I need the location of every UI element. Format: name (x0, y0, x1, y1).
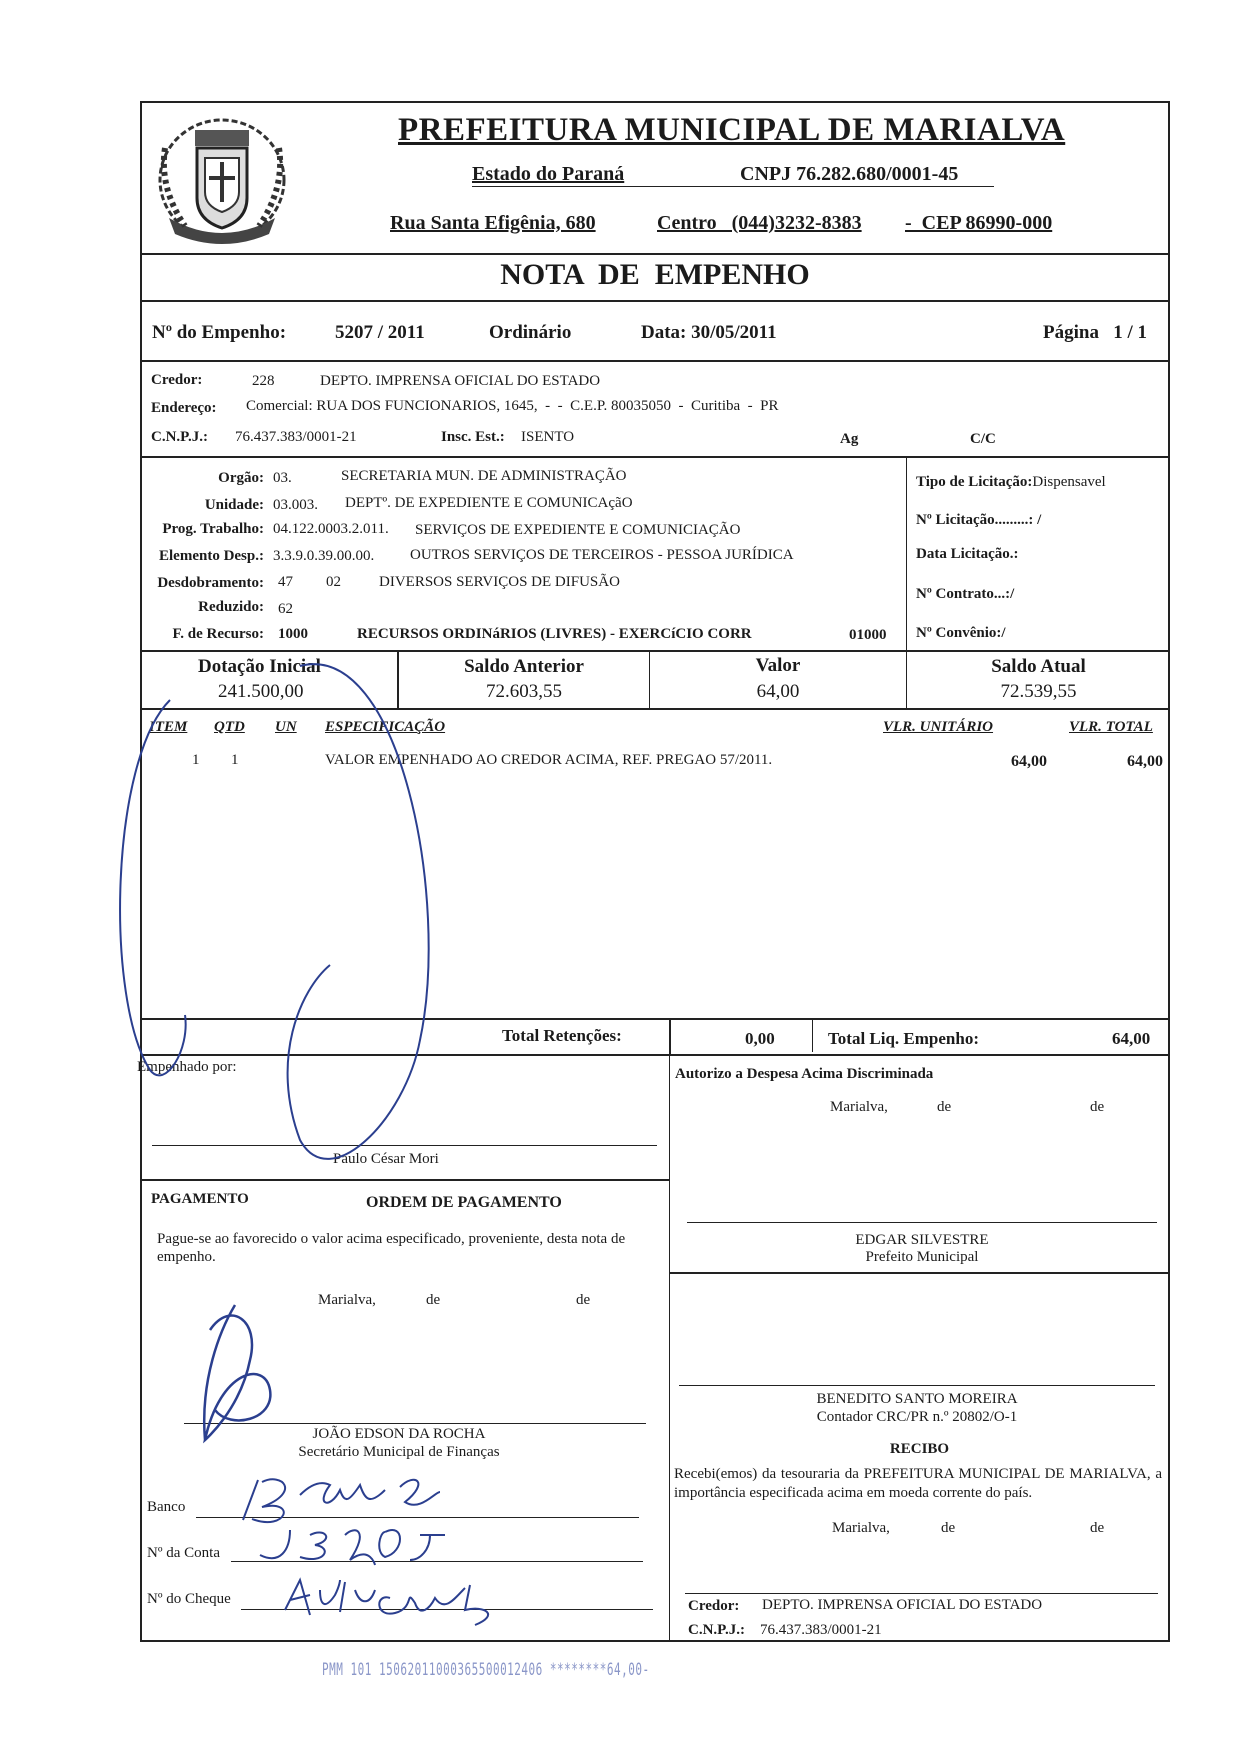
city-cnpj: CNPJ 76.282.680/0001-45 (740, 163, 959, 185)
saldo-anterior-value: 72.603,55 (486, 681, 562, 702)
recibo-place: Marialva, (832, 1520, 890, 1536)
conta-label: Nº da Conta (147, 1545, 220, 1561)
contador-name: BENEDITO SANTO MOREIRA (816, 1391, 1018, 1407)
retencoes-value: 0,00 (745, 1029, 775, 1048)
col-un-header: UN (275, 719, 297, 735)
state-name: Estado do Paraná (472, 163, 625, 185)
ag-label: Ag (840, 431, 859, 447)
saldo-atual-value: 72.539,55 (1000, 681, 1077, 702)
elemento-name: OUTROS SERVIÇOS DE TERCEIROS - PESSOA JURÍDICA (410, 547, 794, 563)
row-unit: 64,00 (1011, 753, 1047, 770)
table-row (140, 750, 1170, 774)
contador-role: Contador CRC/PR n.º 20802/O-1 (816, 1409, 1018, 1425)
autorizo-text: Autorizo a Despesa Acima Discriminada (675, 1066, 934, 1082)
unidade-code: 03.003. (273, 497, 318, 513)
city-cep: - CEP 86990-000 (905, 212, 1053, 234)
pagamento-label: PAGAMENTO (151, 1191, 249, 1207)
recurso-code: 1000 (278, 626, 308, 642)
liquido-label: Total Liq. Empenho: (828, 1029, 979, 1048)
row-item: 1 (192, 752, 200, 768)
convenio-number: Nº Convênio:/ (916, 625, 1006, 641)
orgao-label: Orgão: (218, 470, 264, 486)
autorizo-de2: de (1090, 1099, 1105, 1115)
row-total: 64,00 (1127, 753, 1163, 770)
footer-code: PMM 101 15062011000365500012406 ********64,00- (322, 1660, 650, 1680)
valor-label: Valor (755, 655, 801, 676)
desdob-name: DIVERSOS SERVIÇOS DE DIFUSÃO (379, 574, 620, 590)
orgao-name: SECRETARIA MUN. DE ADMINISTRAÇÃO (341, 468, 627, 484)
prog-label: Prog. Trabalho: (162, 521, 264, 537)
recibo-de2: de (1090, 1520, 1105, 1536)
recibo-cnpj-label: C.N.P.J.: (688, 1622, 745, 1638)
pagamento-place: Marialva, (318, 1292, 376, 1308)
contrato-number: Nº Contrato...:/ (916, 586, 1015, 602)
credor-code: 228 (252, 373, 275, 389)
elemento-code: 3.3.9.0.39.00.00. (273, 548, 375, 564)
insc-value: ISENTO (521, 429, 575, 445)
address-label: Endereço: (151, 400, 217, 416)
licitacao-type: Dispensavel (1032, 474, 1106, 490)
prefeito-role: Prefeito Municipal (865, 1249, 979, 1265)
page-number: Página 1 / 1 (1043, 322, 1147, 343)
col-unit-header: VLR. UNITÁRIO (883, 719, 994, 735)
empenho-type: Ordinário (489, 322, 572, 343)
recurso-code2: 01000 (849, 627, 887, 643)
dotacao-label: Dotação Inicial (198, 656, 321, 677)
licitacao-type-label (916, 474, 1106, 491)
empenho-number: 5207 / 2011 (335, 322, 425, 343)
desdob-label: Desdobramento: (157, 575, 264, 591)
col-qtd-header: QTD (214, 719, 245, 735)
licitacao-number: Nº Licitação.........: / (916, 512, 1042, 528)
saldo-atual-label: Saldo Atual (991, 656, 1086, 677)
secretario-role: Secretário Municipal de Finanças (298, 1444, 500, 1460)
col-spec-header: ESPECIFICAÇÃO (325, 719, 446, 735)
prog-code: 04.122.0003.2.011. (273, 521, 389, 537)
empenho-number-label: Nº do Empenho: (152, 322, 287, 343)
cc-label: C/C (970, 431, 996, 447)
saldo-anterior-label: Saldo Anterior (464, 656, 584, 677)
elemento-label: Elemento Desp.: (159, 548, 264, 564)
dotacao-value: 241.500,00 (218, 681, 304, 702)
cheque-label: Nº do Cheque (147, 1591, 231, 1607)
empenhado-name: Paulo César Mori (333, 1151, 439, 1167)
secretario-name: JOÃO EDSON DA ROCHA (312, 1426, 486, 1442)
document-title: NOTA DE EMPENHO (500, 258, 810, 291)
licitacao-date: Data Licitação.: (916, 546, 1019, 562)
ordem-pagamento-label: ORDEM DE PAGAMENTO (366, 1194, 562, 1211)
recurso-label: F. de Recurso: (172, 626, 264, 642)
reduzido-value: 62 (278, 601, 293, 617)
recibo-de1: de (941, 1520, 956, 1536)
recurso-name: RECURSOS ORDINáRIOS (LIVRES) - EXERCíCIO CORR (357, 626, 752, 642)
autorizo-de1: de (937, 1099, 952, 1115)
liquido-value: 64,00 (1112, 1029, 1151, 1048)
empenhado-label: Empenhado por: (137, 1059, 237, 1075)
pagamento-text: Pague-se ao favorecido o valor acima especificado, proveniente, desta nota de empenho. (157, 1231, 626, 1265)
credor-cnpj: 76.437.383/0001-21 (235, 429, 357, 445)
banco-label: Banco (147, 1499, 186, 1515)
recibo-credor: DEPTO. IMPRENSA OFICIAL DO ESTADO (762, 1597, 1043, 1613)
credor-label: Credor: (151, 372, 203, 388)
city-phone: Centro (044)3232-8383 (657, 212, 862, 234)
desdob-code2: 02 (326, 574, 341, 590)
unidade-label: Unidade: (204, 497, 264, 513)
credor-name: DEPTO. IMPRENSA OFICIAL DO ESTADO (320, 373, 601, 389)
desdob-code1: 47 (278, 574, 293, 590)
col-total-header: VLR. TOTAL (1069, 719, 1153, 735)
row-qtd: 1 (231, 752, 239, 768)
municipality-title: PREFEITURA MUNICIPAL DE MARIALVA (398, 112, 1066, 148)
empenho-date: Data: 30/05/2011 (641, 322, 777, 343)
prog-name: SERVIÇOS DE EXPEDIENTE E COMUNICIAÇÃO (415, 522, 741, 538)
retencoes-label: Total Retenções: (502, 1026, 622, 1045)
reduzido-label: Reduzido: (198, 599, 264, 615)
autorizo-place: Marialva, (830, 1099, 888, 1115)
credor-cnpj-label: C.N.P.J.: (151, 429, 208, 445)
coat-of-arms (147, 108, 297, 256)
orgao-code: 03. (273, 470, 292, 486)
recibo-text: Recebi(emos) da tesouraria da PREFEITURA MUNICIPAL DE MARIALVA, a importância especificada acima em moeda corrente do país. (674, 1466, 1162, 1501)
insc-label: Insc. Est.: (441, 429, 505, 445)
city-address: Rua Santa Efigênia, 680 (390, 212, 596, 234)
recibo-credor-label: Credor: (688, 1598, 740, 1614)
pagamento-de1: de (426, 1292, 441, 1308)
licitacao-type-label-text: Tipo de Licitação: (916, 474, 1033, 490)
credor-address: Comercial: RUA DOS FUNCIONARIOS, 1645, - - C.E.P. 80035050 - Curitiba - PR (246, 398, 779, 414)
recibo-cnpj: 76.437.383/0001-21 (760, 1622, 882, 1638)
col-item-header: ITEM (149, 719, 188, 735)
coat-of-arms-icon (147, 108, 297, 256)
prefeito-name: EDGAR SILVESTRE (855, 1232, 989, 1248)
pagamento-de2: de (576, 1292, 591, 1308)
valor-value: 64,00 (756, 681, 800, 702)
unidade-name: DEPTº. DE EXPEDIENTE E COMUNICAçãO (345, 495, 633, 511)
recibo-title: RECIBO (889, 1441, 950, 1457)
row-spec: VALOR EMPENHADO AO CREDOR ACIMA, REF. PREGAO 57/2011. (325, 752, 773, 768)
